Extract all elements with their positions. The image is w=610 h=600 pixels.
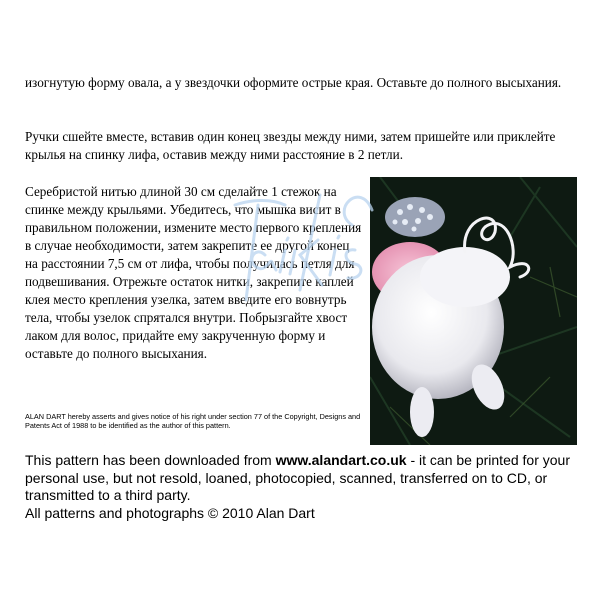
disclaimer-rest: - it can be printed for your personal use, but not resold, loaned, photocopied, scanned, transferred on to CD, or transmitted to a third party. [25,452,570,503]
paragraph-oval-shape: изогнутую форму овала, а у звездочки оформите острые края. Оставьте до полного высыхания. [25,75,562,90]
paragraph-hanging-loop: Серебристой нитью длиной 30 см сделайте 1 стежок на спинке между крыльями. Убедитесь, что мышка висит в правильном положении, измените место первого крепления в случае необходимости, затем закрепите ее другой конец на расстоянии 7,5 см от лифа, чтобы получилась петля для подвешивания. Отрежьте остаток нитки, закрепите каплей клея место крепления узелка, затем введите его вовнутрь тела, чтобы узелок спрятался внутри. Побрызгайте хвост лаком для волос, придайте ему закрученную форму и оставьте до полного высыхания. [25,184,362,361]
site-link[interactable]: www.alandart.co.uk [275,452,407,468]
copyright-line: All patterns and photographs © 2010 Alan Dart [25,504,315,521]
download-disclaimer [25,452,585,522]
copyright-assertion: ALAN DART hereby asserts and gives notice of his right under section 77 of the Copyright, Designs and Patents Act of 1988 to be identified as the author of this pattern. [25,412,361,430]
knitted-mouse-photo [370,177,577,445]
disclaimer-lead: This pattern has been downloaded from [25,452,276,468]
paragraph-attach-wings: Ручки сшейте вместе, вставив один конец звезды между ними, затем пришейте или приклейте крылья на спинку лифа, оставив между ними расстояние в 2 петли. [25,129,556,162]
